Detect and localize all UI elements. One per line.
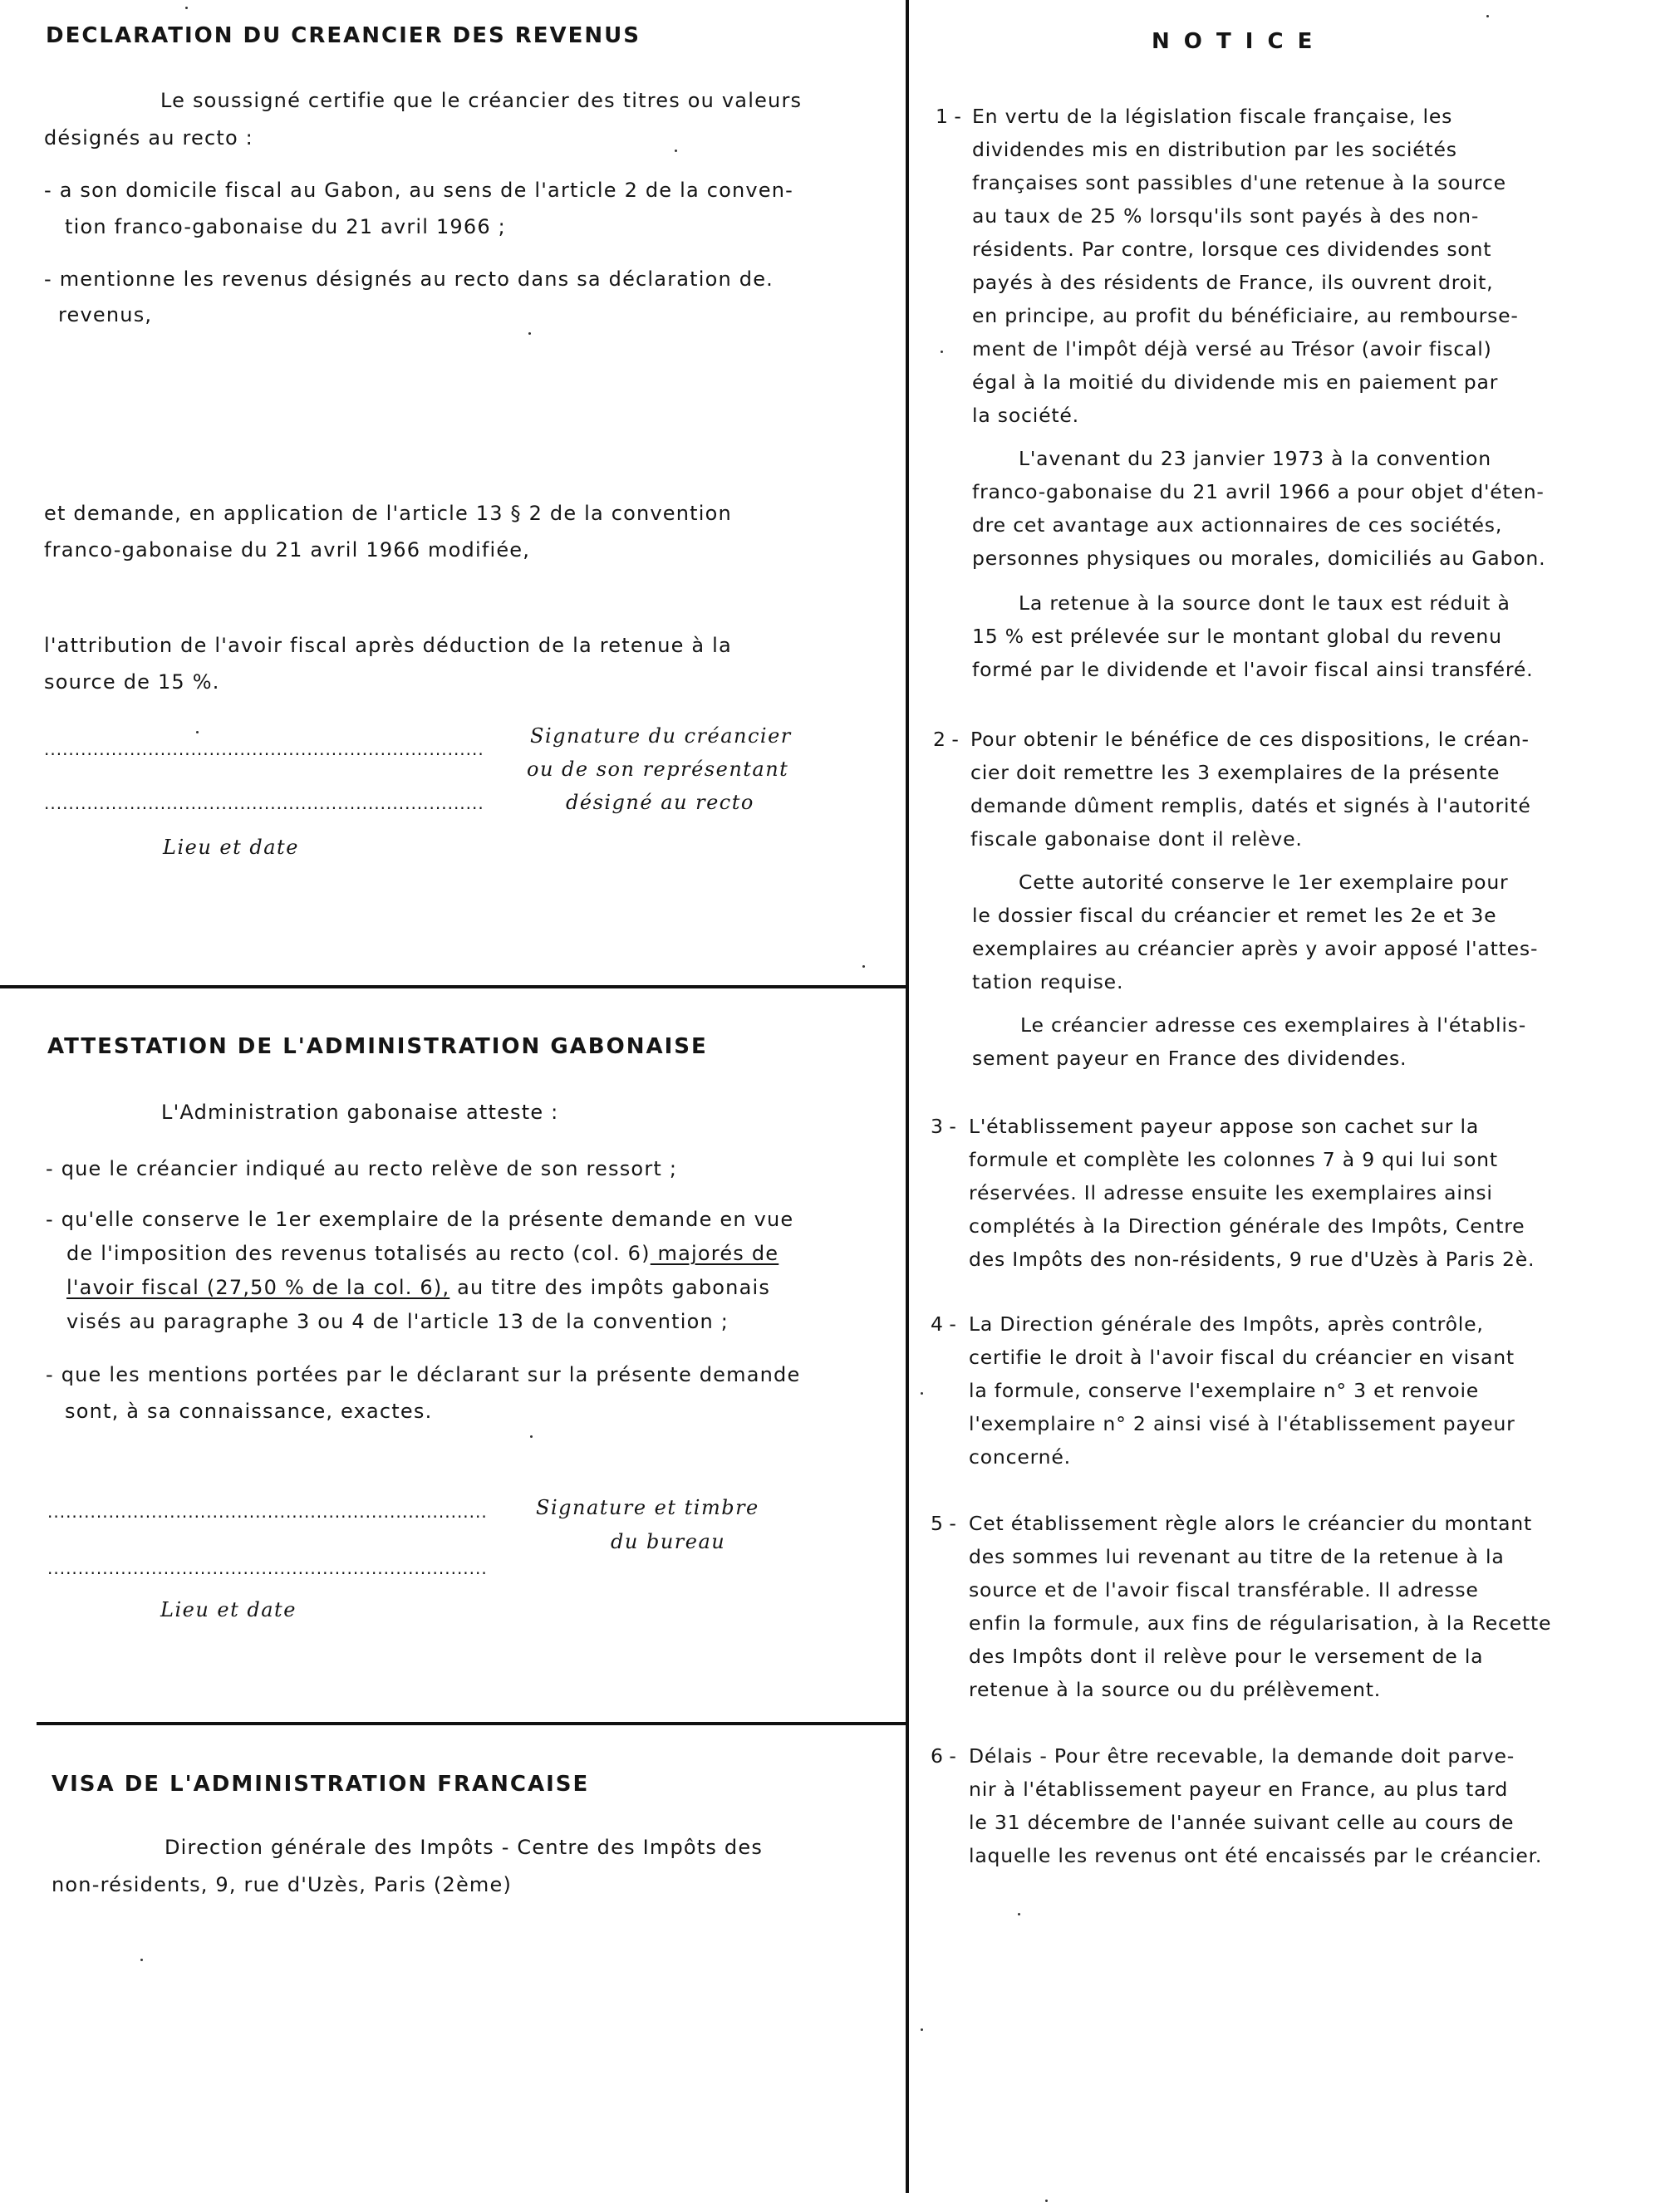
attestation-bullet-line: [66, 1236, 779, 1271]
place-date-dotted-line: ........................................................................: [44, 793, 484, 813]
notice-line: formule et complète les colonnes 7 à 9 qui lui sont: [969, 1148, 1498, 1171]
notice-line: des Impôts dont il relève pour le versement de la: [969, 1645, 1484, 1668]
place-date-label: Lieu et date: [160, 1598, 297, 1621]
notice-line: des Impôts des non-résidents, 9 rue d'Uzès à Paris 2è.: [969, 1248, 1535, 1271]
signature-dotted-line: ........................................................................: [44, 739, 484, 759]
notice-item-number: 4 -: [931, 1312, 956, 1336]
notice-title: N O T I C E: [1152, 29, 1316, 54]
notice-line: demande dûment remplis, datés et signés à l'autorité: [970, 794, 1531, 817]
notice-line: le dossier fiscal du créancier et remet les 2e et 3e: [972, 904, 1497, 927]
notice-line: L'établissement payeur appose son cachet sur la: [969, 1115, 1480, 1138]
notice-line: retenue à la source ou du prélèvement.: [969, 1678, 1381, 1701]
column-divider: [906, 0, 909, 2193]
notice-item-number: 2 -: [933, 728, 959, 751]
notice-item-number: 6 -: [931, 1744, 956, 1768]
attestation-title: ATTESTATION DE L'ADMINISTRATION GABONAISE: [47, 1034, 708, 1059]
scan-speck: [530, 1435, 533, 1438]
attestation-bullet-line: - que les mentions portées par le déclarant sur la présente demande: [46, 1363, 801, 1386]
notice-line: françaises sont passibles d'une retenue à la source: [972, 171, 1506, 194]
place-date-label: Lieu et date: [163, 836, 299, 859]
section-divider-attestation: [37, 1722, 907, 1725]
notice-line: sement payeur en France des dividendes.: [972, 1047, 1407, 1070]
notice-line: dre cet avantage aux actionnaires de ces sociétés,: [972, 513, 1503, 537]
place-date-dotted-line: ........................................................................: [47, 1558, 488, 1578]
declaration-request-line: franco-gabonaise du 21 avril 1966 modifiée,: [44, 538, 531, 562]
notice-line: Délais - Pour être recevable, la demande doit parve-: [969, 1744, 1515, 1768]
attestation-bullet-line: sont, à sa connaissance, exactes.: [65, 1400, 433, 1423]
notice-line: tation requise.: [972, 970, 1124, 993]
visa-line: non-résidents, 9, rue d'Uzès, Paris (2ème): [52, 1873, 513, 1896]
attestation-bullet-line: - qu'elle conserve le 1er exemplaire de la présente demande en vue: [46, 1208, 794, 1231]
notice-line: Cette autorité conserve le 1er exemplaire pour: [1019, 871, 1509, 894]
notice-line: 15 % est prélevée sur le montant global du revenu: [972, 625, 1502, 648]
signature-caption-line: Signature et timbre: [536, 1496, 759, 1519]
attestation-bullet-line: visés au paragraphe 3 ou 4 de l'article 13 de la convention ;: [66, 1310, 729, 1333]
notice-line: L'avenant du 23 janvier 1973 à la convention: [1019, 447, 1491, 470]
notice-line: Pour obtenir le bénéfice de ces dispositions, le créan-: [970, 728, 1530, 751]
notice-line: payés à des résidents de France, ils ouvrent droit,: [972, 271, 1494, 294]
signature-caption-line: Signature du créancier: [530, 724, 792, 748]
attestation-bullet-line: [66, 1270, 770, 1305]
scan-speck: [1486, 15, 1489, 17]
declaration-attribution-line: l'attribution de l'avoir fiscal après déduction de la retenue à la: [44, 634, 732, 657]
signature-dotted-line: ........................................................................: [47, 1502, 488, 1522]
notice-line: franco-gabonaise du 21 avril 1966 a pour objet d'éten-: [972, 480, 1545, 503]
notice-line: exemplaires au créancier après y avoir apposé l'attes-: [972, 937, 1539, 960]
signature-caption-line: ou de son représentant: [527, 758, 789, 781]
notice-line: enfin la formule, aux fins de régularisation, à la Recette: [969, 1611, 1552, 1635]
visa-title: VISA DE L'ADMINISTRATION FRANCAISE: [52, 1772, 590, 1797]
notice-line: réservées. Il adresse ensuite les exemplaires ainsi: [969, 1181, 1493, 1204]
signature-caption-line: désigné au recto: [566, 791, 754, 814]
attestation-text-span: au titre des impôts gabonais: [449, 1276, 771, 1299]
section-divider-declaration: [0, 985, 907, 988]
notice-line: laquelle les revenus ont été encaissés par le créancier.: [969, 1844, 1543, 1867]
notice-line: l'exemplaire n° 2 ainsi visé à l'établissement payeur: [969, 1412, 1515, 1435]
scan-speck: [1045, 2200, 1048, 2202]
notice-line: cier doit remettre les 3 exemplaires de la présente: [970, 761, 1501, 784]
declaration-request-line: et demande, en application de l'article 13 § 2 de la convention: [44, 502, 732, 525]
scan-speck: [185, 7, 188, 9]
notice-line: La retenue à la source dont le taux est réduit à: [1019, 591, 1510, 615]
notice-line: ment de l'impôt déjà versé au Trésor (avoir fiscal): [972, 337, 1492, 360]
notice-line: Cet établissement règle alors le créancier du montant: [969, 1512, 1533, 1535]
scan-speck: [140, 1959, 143, 1961]
scan-speck: [196, 731, 199, 733]
notice-line: égal à la moitié du dividende mis en paiement par: [972, 370, 1499, 394]
scan-speck: [675, 150, 677, 152]
notice-line: dividendes mis en distribution par les sociétés: [972, 138, 1457, 161]
notice-line: des sommes lui revenant au titre de la retenue à la: [969, 1545, 1505, 1568]
declaration-intro-line: Le soussigné certifie que le créancier des titres ou valeurs: [160, 89, 803, 112]
notice-line: nir à l'établissement payeur en France, au plus tard: [969, 1778, 1509, 1801]
notice-line: la formule, conserve l'exemplaire n° 3 et renvoie: [969, 1379, 1480, 1402]
notice-line: source et de l'avoir fiscal transférable. Il adresse: [969, 1578, 1479, 1601]
notice-line: résidents. Par contre, lorsque ces dividendes sont: [972, 238, 1492, 261]
scan-speck: [862, 965, 865, 968]
scan-speck: [528, 332, 531, 335]
notice-line: formé par le dividende et l'avoir fiscal ainsi transféré.: [972, 658, 1534, 681]
declaration-bullet-line: - a son domicile fiscal au Gabon, au sens de l'article 2 de la conven-: [44, 179, 794, 202]
notice-item-number: 1 -: [936, 105, 961, 128]
notice-line: en principe, au profit du bénéficiaire, au rembourse-: [972, 304, 1519, 327]
declaration-bullet-line: - mentionne les revenus désignés au recto dans sa déclaration de.: [44, 267, 774, 291]
notice-item-number: 3 -: [931, 1115, 956, 1138]
declaration-intro-line: désignés au recto :: [44, 126, 253, 150]
scan-speck: [921, 1392, 923, 1395]
scan-speck: [1018, 1913, 1020, 1915]
notice-line: certifie le droit à l'avoir fiscal du créancier en visant: [969, 1346, 1515, 1369]
declaration-attribution-line: source de 15 %.: [44, 670, 220, 694]
notice-line: la société.: [972, 404, 1079, 427]
underlined-text-span: majorés de: [650, 1242, 779, 1265]
attestation-intro: L'Administration gabonaise atteste :: [161, 1101, 559, 1124]
notice-line: fiscale gabonaise dont il relève.: [970, 827, 1303, 851]
notice-item-number: 5 -: [931, 1512, 956, 1535]
attestation-bullet-line: - que le créancier indiqué au recto relève de son ressort ;: [46, 1157, 678, 1180]
notice-line: personnes physiques ou morales, domiciliés au Gabon.: [972, 547, 1546, 570]
notice-line: Le créancier adresse ces exemplaires à l'établis-: [1020, 1013, 1526, 1037]
notice-line: complétés à la Direction générale des Impôts, Centre: [969, 1214, 1525, 1238]
scan-speck: [941, 351, 943, 353]
declaration-bullet-line: tion franco-gabonaise du 21 avril 1966 ;: [65, 215, 506, 238]
notice-line: au taux de 25 % lorsqu'ils sont payés à des non-: [972, 204, 1480, 228]
declaration-bullet-line: revenus,: [58, 303, 153, 326]
underlined-text-span: l'avoir fiscal (27,50 % de la col. 6),: [66, 1276, 450, 1299]
notice-line: concerné.: [969, 1445, 1071, 1469]
declaration-title: DECLARATION DU CREANCIER DES REVENUS: [46, 23, 641, 48]
scan-speck: [921, 2028, 923, 2031]
notice-line: En vertu de la législation fiscale française, les: [972, 105, 1453, 128]
notice-line: La Direction générale des Impôts, après contrôle,: [969, 1312, 1484, 1336]
attestation-text-span: de l'imposition des revenus totalisés au recto (col. 6): [66, 1242, 651, 1265]
signature-caption-line: du bureau: [611, 1530, 726, 1553]
notice-line: le 31 décembre de l'année suivant celle au cours de: [969, 1811, 1515, 1834]
visa-line: Direction générale des Impôts - Centre des Impôts des: [165, 1836, 764, 1859]
